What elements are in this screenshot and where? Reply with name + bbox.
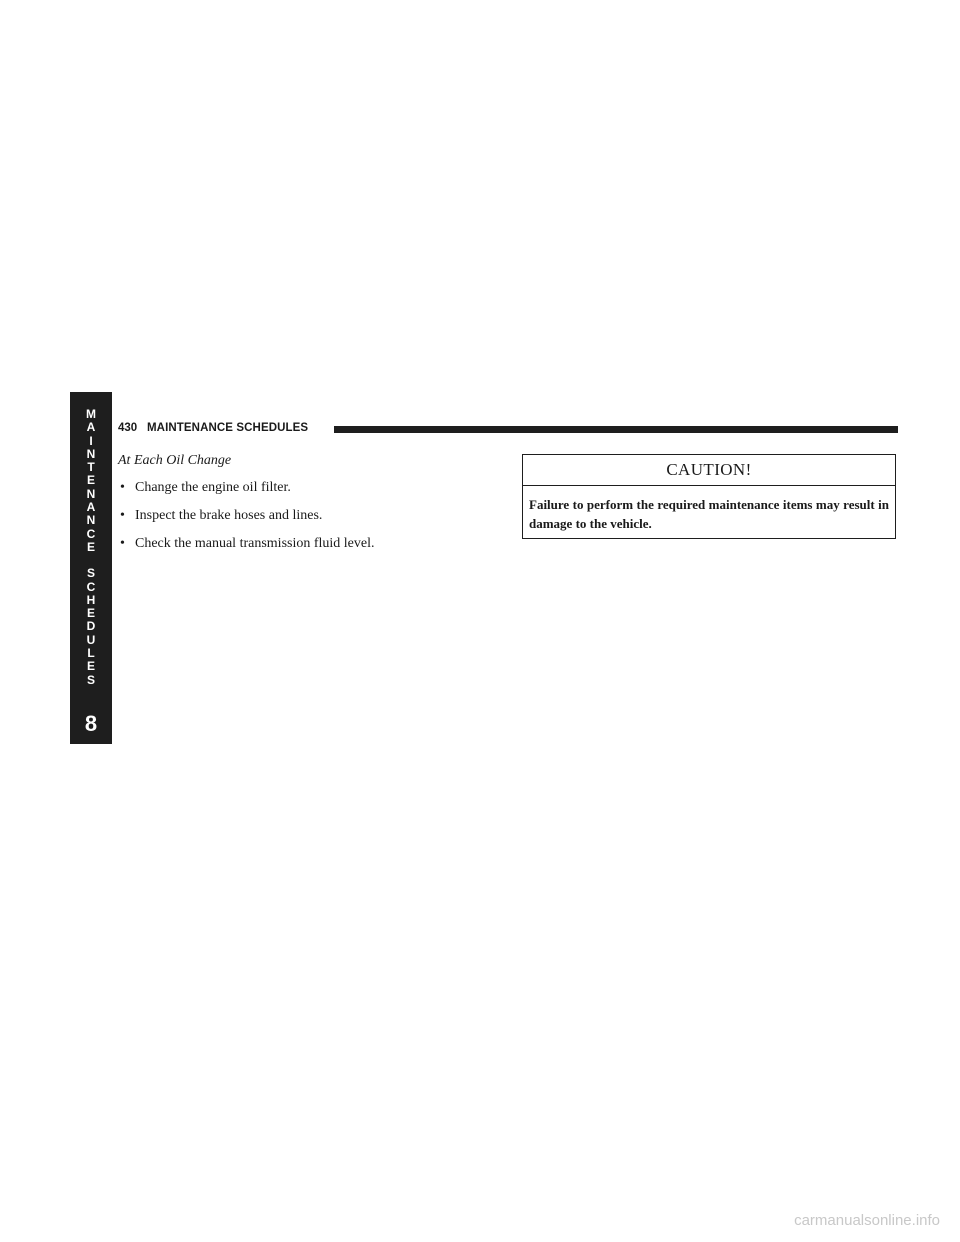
side-tab-letter: C [86,579,96,594]
chapter-side-tab [70,392,112,744]
bullet-icon: • [120,536,125,551]
side-tab-letter: H [86,592,96,607]
page-number: 430 [118,422,138,434]
side-tab-letters [70,408,112,687]
side-tab-letter: D [86,619,96,634]
list-item [118,535,498,553]
side-tab-letter: S [86,672,95,687]
header-rule [334,426,898,433]
caution-text: Failure to perform the required maintenance items may result in damage to the vehicle. [529,497,889,531]
section-title: MAINTENANCE SCHEDULES [147,422,309,434]
left-column [118,452,498,563]
list-item-text: Inspect the brake hoses and lines. [135,508,323,523]
side-tab-letter: A [86,420,96,435]
list-item-text: Change the engine oil filter. [135,480,291,495]
side-tab-letter: N [86,446,96,461]
side-tab-letter: E [86,659,95,674]
side-tab-letter: N [86,513,96,528]
caution-box [522,454,896,539]
side-tab-letter: E [86,539,95,554]
list-item [118,507,498,525]
side-tab-letter: T [87,460,95,475]
watermark: carmanualsonline.info [794,1212,940,1229]
side-tab-letter: I [89,433,93,448]
side-tab-letter: A [86,500,96,515]
page-header [118,421,898,437]
side-tab-letter: M [86,407,96,421]
side-tab-letter: S [86,566,95,581]
list-item [118,479,498,497]
chapter-number: 8 [84,711,98,736]
side-tab-letter: L [87,646,95,661]
side-tab-letter: E [86,606,95,621]
caution-title: CAUTION! [523,455,895,486]
bullet-icon: • [120,480,125,495]
subheading: At Each Oil Change [118,453,232,468]
side-tab-letter: U [86,632,96,647]
side-tab-letter: N [86,486,96,501]
bullet-icon: • [120,508,125,523]
bullet-list [118,479,498,553]
side-tab-letter: C [86,526,96,541]
list-item-text: Check the manual transmission fluid level. [135,536,375,551]
side-tab-letter: E [86,473,95,488]
